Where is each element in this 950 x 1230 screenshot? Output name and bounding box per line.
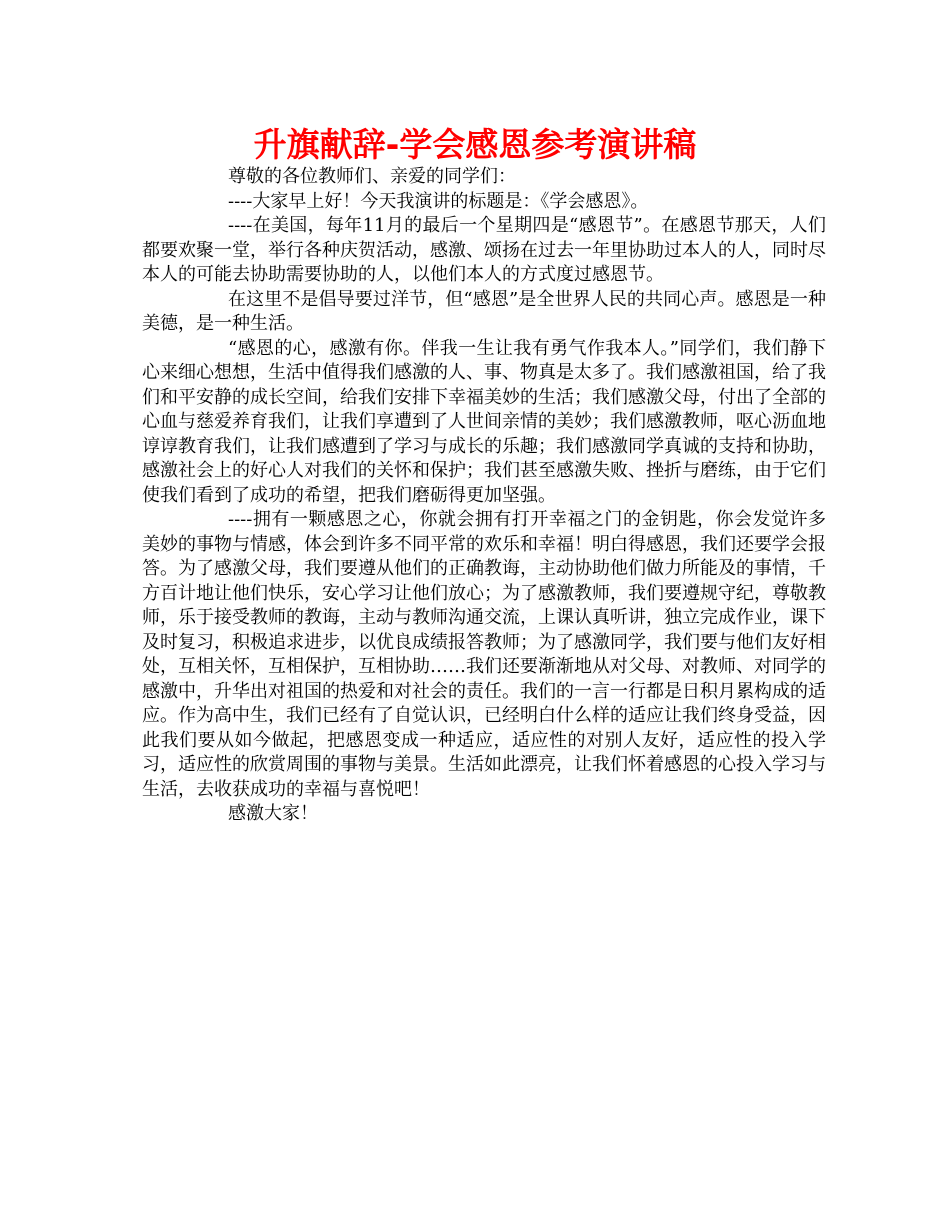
document-title: 升旗献辞-学会感恩参考演讲稿 [253,125,697,164]
paragraph-closing: 感激大家！ [228,803,318,824]
document-body [142,165,826,827]
paragraph-greeting: ----大家早上好！今天我演讲的标题是：《学会感恩》。 [228,190,649,212]
paragraph-repay-gratitude: ----拥有一颗感恩之心，你就会拥有打开幸福之门的金钥匙，你会发觉许多美妙的事物与情感，体会到许多不同平常的欢乐和幸福！明白得感恩，我们还要学会报答。为了感激父母，我们要遵从他们的正确教诲，主动协助他们做力所能及的事情，千方百计地让他们快乐，安心学习让他们放心；为了感激教师，我们要遵规守纪，尊敬教师，乐于接受教师的教诲，主动与教师沟通交流，上课认真听讲，独立完成作业，课下及时复习，积极追求进步，以优良成绩报答教师；为了感激同学，我们要与他们友好相处，互相关怀，互相保护，互相协助……我们还要渐渐地从对父母、对教师、对同学的感激中，升华出对祖国的热爱和对社会的责任。我们的一言一行都是日积月累构成的适应。作为高中生，我们已经有了自觉认识，已经明白什么样的适应让我们终身受益，因此我们要从如今做起，把感恩变成一种适应，适应性的对别人友好，适应性的投入学习，适应性的欣赏周围的事物与美景。生活如此漂亮，让我们怀着感恩的心投入学习与生活，去收获成功的幸福与喜悦吧！ [142,509,826,800]
paragraph-salutation: 尊敬的各位教师们、亲爱的同学们： [228,166,516,187]
paragraph-gratitude-voice: 在这里不是倡导要过洋节，但“感恩”是全世界人民的共同心声。感恩是一种美德，是一种生活。 [142,288,826,334]
paragraph-grateful-heart: “感恩的心，感激有你。伴我一生让我有勇气作我本人。”同学们，我们静下心来细心想想，生活中值得我们感激的人、事、物真是太多了。我们感激祖国，给了我们和平安静的成长空间，给我们安排下幸福美妙的生活；我们感激父母，付出了全部的心血与慈爱养育我们，让我们享遭到了人世间亲情的美妙；我们感激教师，呕心沥血地谆谆教育我们，让我们感遭到了学习与成长的乐趣；我们感激同学真诚的支持和协助，感激社会上的好心人对我们的关怀和保护；我们甚至感激失败、挫折与磨练，由于它们使我们看到了成功的希望，把我们磨砺得更加坚强。 [142,337,826,506]
paragraph-thanksgiving-origin: ----在美国，每年11月的最后一个星期四是“感恩节”。在感恩节那天，人们都要欢聚一堂，举行各种庆贺活动，感激、颂扬在过去一年里协助过本人的人，同时尽本人的可能去协助需要协助的人，以他们本人的方式度过感恩节。 [142,215,826,285]
